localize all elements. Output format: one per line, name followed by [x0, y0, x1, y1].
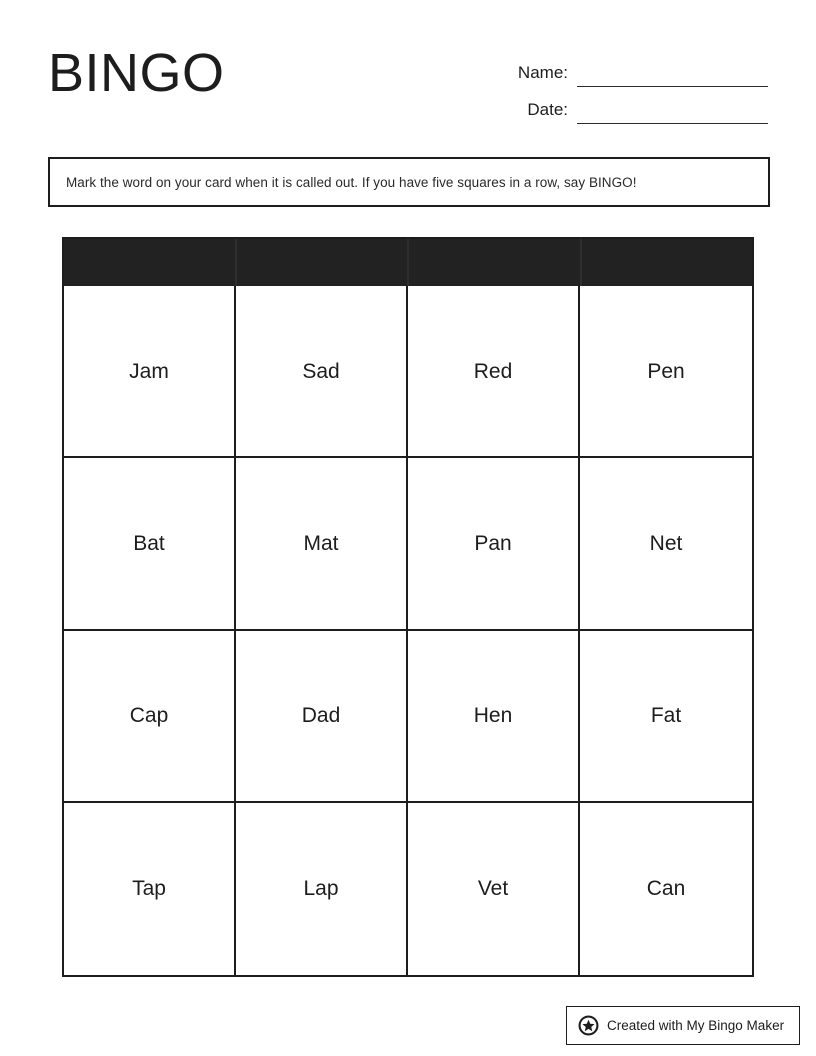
created-with-badge[interactable] [566, 1006, 800, 1045]
bingo-cell[interactable] [408, 286, 580, 458]
bingo-cell-label: Cap [129, 704, 169, 728]
page-header [0, 0, 816, 150]
bingo-cell-label: Sad [302, 359, 340, 383]
bingo-cell[interactable] [408, 458, 580, 630]
bingo-cell[interactable] [408, 631, 580, 803]
name-field-row [498, 50, 768, 87]
bingo-cell-label: Bat [133, 531, 165, 555]
bingo-grid-body [64, 286, 752, 975]
date-field-row [498, 87, 768, 124]
instructions-banner [48, 157, 770, 207]
bingo-cell[interactable] [580, 631, 752, 803]
bingo-grid-header-row [64, 239, 752, 286]
bingo-cell-label: Tap [132, 877, 166, 901]
bingo-header-cell [237, 239, 410, 286]
bingo-header-cell [582, 239, 753, 286]
star-in-circle-icon [578, 1015, 599, 1036]
bingo-cell-label: Jam [129, 359, 169, 383]
participant-fields [498, 50, 768, 124]
bingo-cell[interactable] [64, 803, 236, 975]
date-field-label: Date: [527, 100, 568, 119]
date-field-input[interactable] [577, 100, 768, 124]
bingo-cell-label: Red [473, 359, 513, 383]
bingo-cell[interactable] [236, 631, 408, 803]
name-field-label: Name: [517, 63, 568, 82]
bingo-cell[interactable] [64, 286, 236, 458]
bingo-cell-label: Can [646, 877, 686, 901]
bingo-grid [62, 237, 754, 977]
bingo-cell[interactable] [64, 458, 236, 630]
bingo-cell[interactable] [580, 286, 752, 458]
bingo-cell-label: Pen [647, 359, 685, 383]
name-field-input[interactable] [577, 63, 768, 87]
bingo-cell-label: Net [649, 531, 683, 555]
bingo-cell[interactable] [408, 803, 580, 975]
bingo-cell-label: Hen [473, 704, 513, 728]
bingo-cell-label: Mat [303, 531, 339, 555]
bingo-cell[interactable] [580, 803, 752, 975]
bingo-cell[interactable] [236, 803, 408, 975]
bingo-cell-label: Pan [474, 531, 512, 555]
bingo-header-cell [409, 239, 582, 286]
bingo-cell-label: Dad [301, 704, 341, 728]
instructions-text: Mark the word on your card when it is called out. If you have five squares in a row, say BINGO! [66, 174, 637, 190]
created-with-badge-label: Created with My Bingo Maker [607, 1018, 785, 1033]
bingo-cell[interactable] [236, 286, 408, 458]
bingo-cell-label: Vet [477, 877, 509, 901]
bingo-cell[interactable] [64, 631, 236, 803]
bingo-cell[interactable] [236, 458, 408, 630]
bingo-cell[interactable] [580, 458, 752, 630]
bingo-header-cell [64, 239, 237, 286]
page-title: BINGO [48, 43, 225, 103]
bingo-cell-label: Fat [650, 704, 682, 728]
bingo-cell-label: Lap [303, 877, 339, 901]
